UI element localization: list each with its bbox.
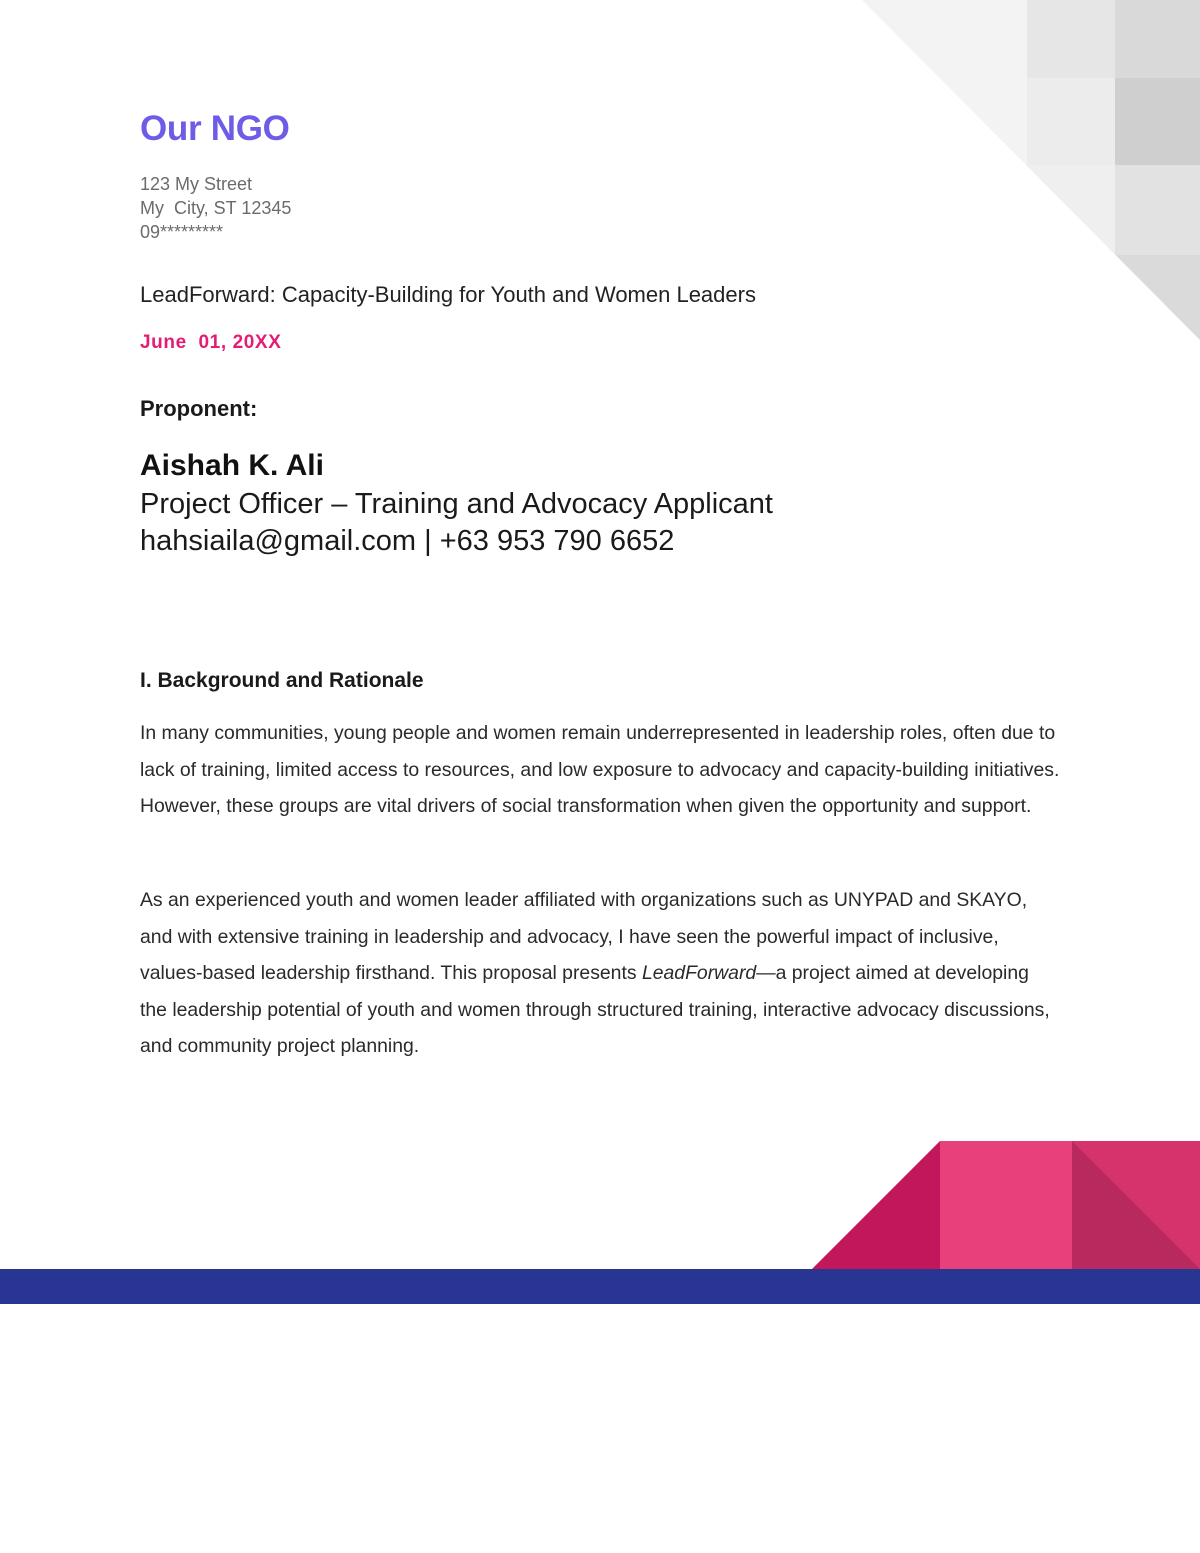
org-address (140, 172, 291, 244)
proponent-name: Aishah K. Ali (140, 449, 324, 482)
accent-triangle-dark (812, 1141, 940, 1269)
document-title: LeadForward: Capacity-Building for Youth and Women Leaders (140, 282, 756, 307)
phone-number: 09********* (140, 222, 224, 242)
address-line-2: My City, ST 12345 (140, 198, 292, 218)
proponent-label: Proponent: (140, 396, 258, 421)
proponent-contact: hahsiaila@gmail.com | +63 953 790 6652 (140, 525, 675, 557)
proponent-role: Project Officer – Training and Advocacy Applicant (140, 488, 773, 520)
org-name: Our NGO (140, 109, 290, 148)
paragraph-2 (140, 882, 1060, 1065)
section-heading: I. Background and Rationale (140, 669, 424, 692)
document-date: June 01, 20XX (140, 332, 282, 353)
accent-block (940, 1141, 1072, 1269)
paragraph-1: In many communities, young people and women remain underrepresented in leadership roles, often due to lack of training, limited access to resources, and low exposure to advocacy and capacity-building initiatives. However, these groups are vital drivers of social transformation when given the opportunity and support. (140, 722, 1060, 817)
paragraph-2-text-start: As an experienced youth and women leader affiliated with organizations such as UNYPAD and SKAYO, and with extensive training in leadership and advocacy, I have seen the powerful impact of inclusive, values-based leadership firsthand. This proposal presents (140, 889, 1028, 984)
navy-band (0, 1269, 1200, 1304)
paragraph-2-text-end: —a project aimed at developing the leadership potential of youth and women through structured training, interactive advocacy discussions, and community project planning. (140, 962, 1050, 1057)
project-name: LeadForward (641, 962, 757, 984)
address-line-1: 123 My Street (140, 174, 253, 194)
